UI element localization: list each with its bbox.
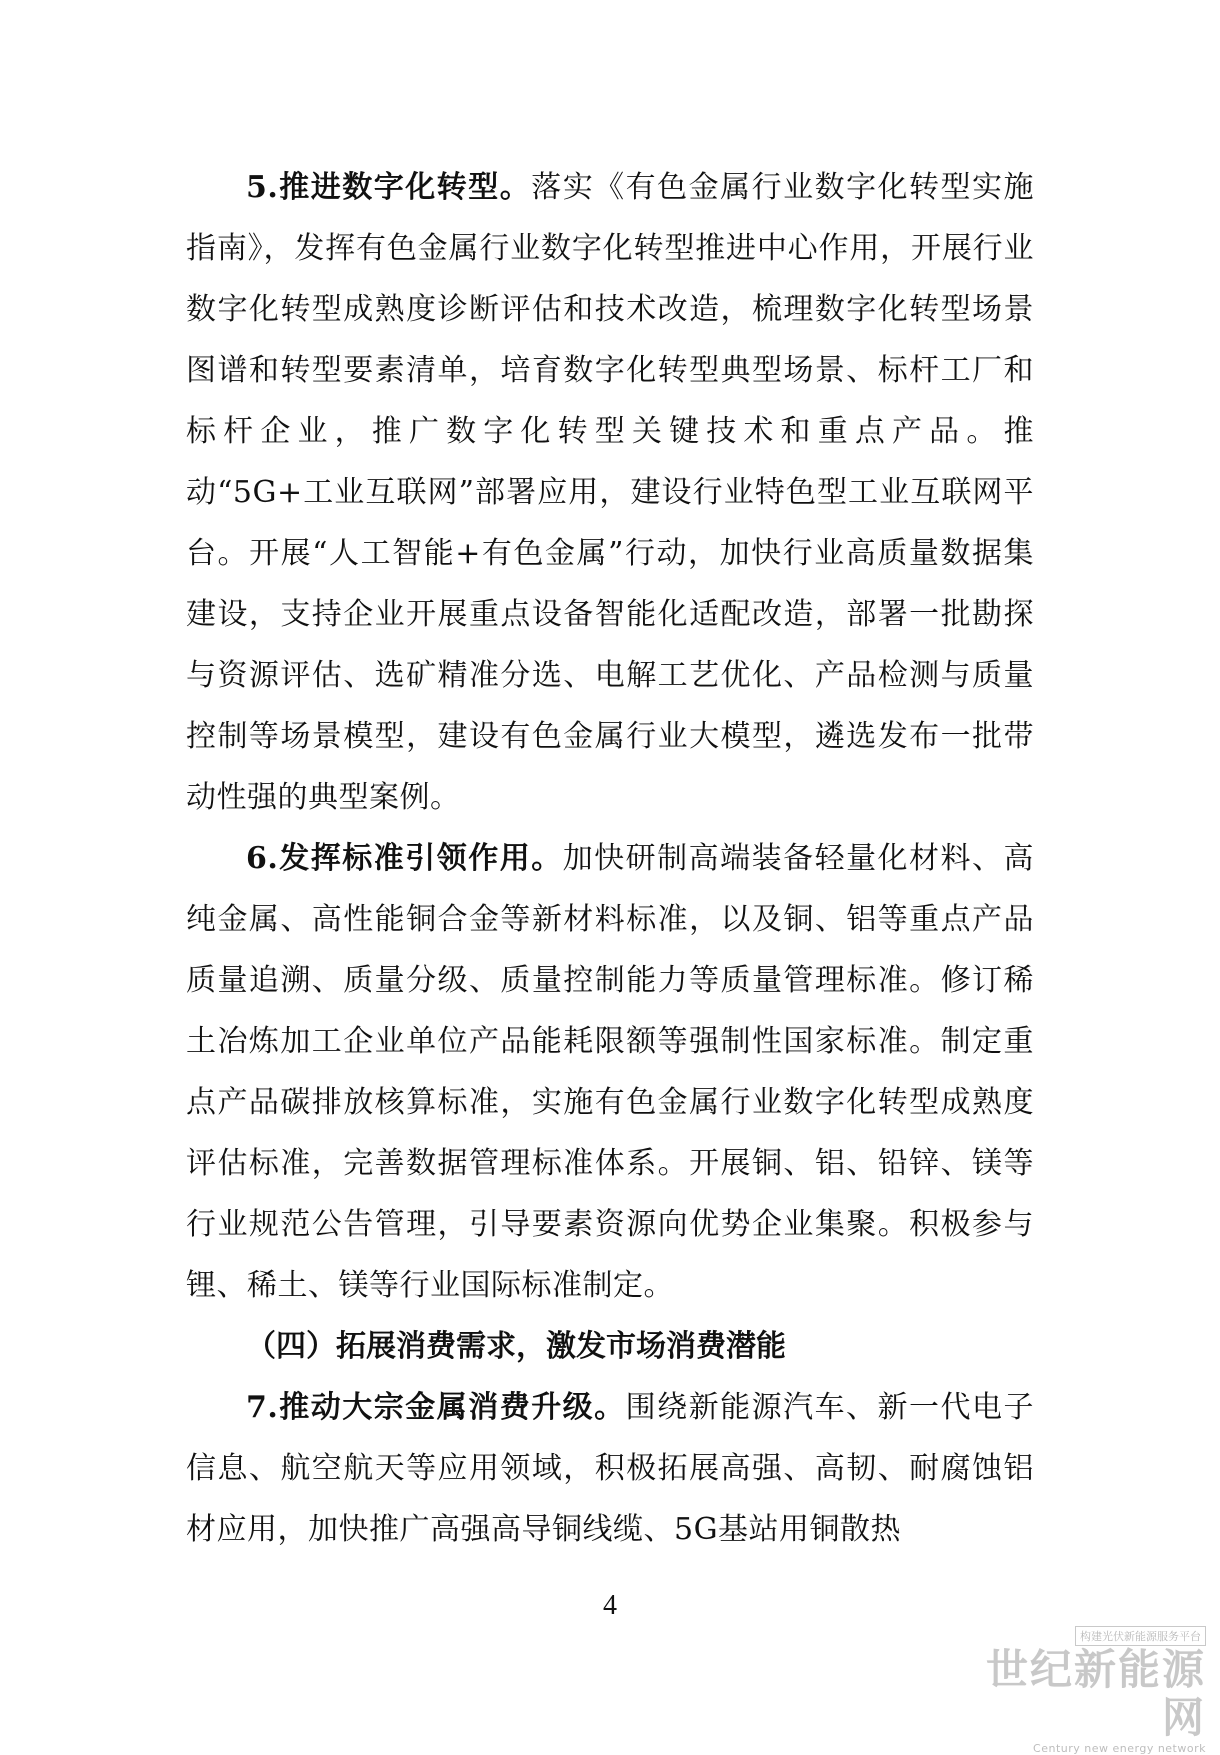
paragraph-5-body: 落实《有色金属行业数字化转型实施指南》，发挥有色金属行业数字化转型推进中心作用，开展行业数字化转型成熟度诊断评估和技术改造，梳理数字化转型场景图谱和转型要素清单，培育数字化转型典型场景、标杆工厂和标杆企业，推广数字化转型关键技术和重点产品。推动“5G+工业互联网”部署应用，建设行业特色型工业互联网平台。开展“人工智能+有色金属”行动，加快行业高质量数据集建设，支持企业开展重点设备智能化适配改造，部署一批勘探与资源评估、选矿精准分选、电解工艺优化、产品检测与质量控制等场景模型，建设有色金属行业大模型，遴选发布一批带动性强的典型案例。 — [186, 170, 1034, 815]
page-number: 4 — [603, 1590, 617, 1621]
watermark-tagline: 构建光伏新能源服务平台 — [1075, 1626, 1206, 1646]
paragraph-5 — [186, 157, 1034, 828]
document-body — [186, 157, 1034, 1560]
watermark — [976, 1625, 1206, 1755]
watermark-logo: 世纪新能源网 — [985, 1645, 1206, 1742]
watermark-subtitle: Century new energy network — [1033, 1742, 1206, 1755]
paragraph-7 — [186, 1377, 1034, 1560]
paragraph-7-body: 围绕新能源汽车、新一代电子信息、航空航天等应用领域，积极拓展高强、高韧、耐腐蚀铝材应用，加快推广高强高导铜线缆、5G基站用铜散热 — [186, 1390, 1034, 1547]
paragraph-6-body: 加快研制高端装备轻量化材料、高纯金属、高性能铜合金等新材料标准，以及铜、铝等重点产品质量追溯、质量分级、质量控制能力等质量管理标准。修订稀土冶炼加工企业单位产品能耗限额等强制性国家标准。制定重点产品碳排放核算标准，实施有色金属行业数字化转型成熟度评估标准，完善数据管理标准体系。开展铜、铝、铅锌、镁等行业规范公告管理，引导要素资源向优势企业集聚。积极参与锂、稀土、镁等行业国际标准制定。 — [186, 841, 1034, 1303]
section-heading: （四）拓展消费需求，激发市场消费潜能 — [246, 1329, 786, 1364]
paragraph-7-lead: 7.推动大宗金属消费升级。 — [246, 1390, 626, 1425]
paragraph-5-lead: 5.推进数字化转型。 — [246, 170, 532, 205]
paragraph-6 — [186, 828, 1034, 1316]
paragraph-6-lead: 6.发挥标准引领作用。 — [246, 841, 563, 876]
